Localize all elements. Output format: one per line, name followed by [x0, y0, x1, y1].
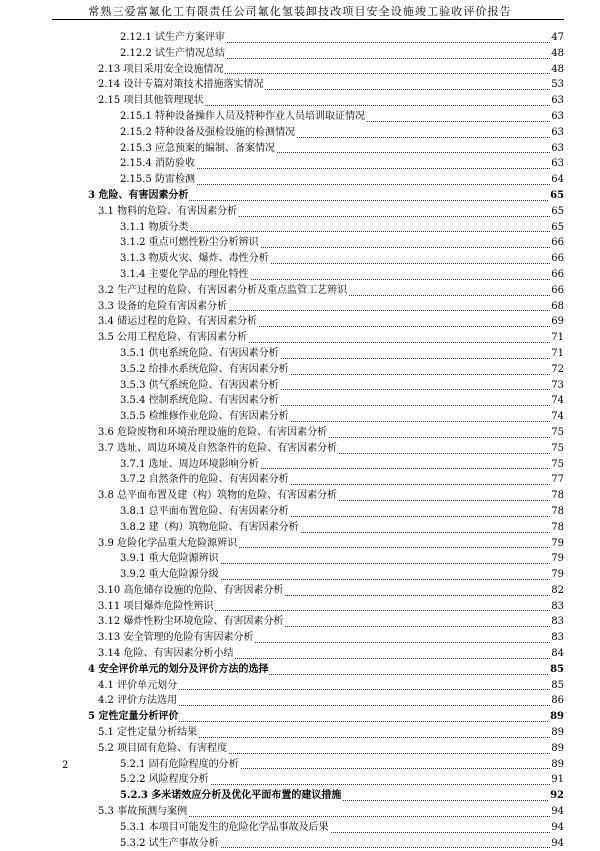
- toc-entry-title: 3.5.3 供气系统危险、有害因素分析: [120, 378, 280, 394]
- toc-entry-title: 3.13 安全管理的危险有害因素分析: [98, 630, 254, 646]
- toc-entry-title: 5.3.1 本项目可能发生的危险化学品事故及后果: [120, 820, 330, 836]
- toc-entry-page: 47: [550, 30, 564, 46]
- toc-entry-page: 65: [550, 220, 564, 236]
- toc-entry-title: 2.12.1 试生产方案评审: [120, 30, 226, 46]
- toc-entry-title: 3.7.1 选址、周边环境影响分析: [120, 457, 260, 473]
- toc-entry-title: 3.5.4 控制系统危险、有害因素分析: [120, 393, 280, 409]
- toc-entry-title: 3.4 储运过程的危险、有害因素分析: [98, 314, 258, 330]
- toc-entry-page: 66: [550, 251, 564, 267]
- toc-entry-title: 5.2 项目固有危险、有害程度: [98, 741, 228, 757]
- toc-entry-page: 89: [549, 709, 564, 725]
- toc-entry-title: 3.2 生产过程的危险、有害因素分析及重点监管工艺辨识: [98, 283, 348, 299]
- toc-entry-page: 74: [550, 409, 564, 425]
- toc-entry-title: 3.1.2 重点可燃性粉尘分析辨识: [120, 235, 260, 251]
- page-number: 2: [62, 760, 69, 771]
- toc-entry-title: 3.5 公用工程危险、有害因素分析: [98, 330, 248, 346]
- toc-entry-page: 94: [550, 804, 564, 820]
- toc-entry-page: 79: [550, 551, 564, 567]
- toc-entry-title: 3.8.2 建（构）筑物危险、有害因素分析: [120, 520, 300, 536]
- toc-entry-page: 89: [550, 725, 564, 741]
- toc-entry-title: 2.13 项目采用安全设施情况: [98, 62, 224, 78]
- toc-entry-title: 3.11 项目爆炸危险性辨识: [98, 599, 214, 615]
- toc-entry-title: 3.1.1 物质分类: [120, 220, 190, 236]
- toc-entry-title: 3.12 爆炸性粉尘环境危险、有害因素分析: [98, 614, 284, 630]
- toc-entry-page: 94: [550, 836, 564, 851]
- toc-entry-page: 89: [550, 741, 564, 757]
- toc-entry-page: 79: [550, 536, 564, 552]
- toc-entry-page: 83: [550, 599, 564, 615]
- toc-entry-title: 3.9.1 重大危险源辨识: [120, 551, 220, 567]
- toc-entry-page: 63: [550, 93, 564, 109]
- toc-entry-title: 3.9 危险化学品重大危险源辨识: [98, 536, 238, 552]
- toc-entry-page: 85: [550, 678, 564, 694]
- toc-entry-page: 83: [550, 630, 564, 646]
- toc-entry-page: 82: [550, 583, 564, 599]
- toc-entry-title: 3.6 危险废物和环境治理设施的危险、有害因素分析: [98, 425, 328, 441]
- toc-entry-page: 79: [550, 567, 564, 583]
- toc-entry-page: 65: [550, 204, 564, 220]
- toc-entry-title: 4.1 评价单元划分: [98, 678, 178, 694]
- toc-entry-title: 3.7.2 自然条件的危险、有害因素分析: [120, 472, 290, 488]
- toc-entry-page: 48: [550, 62, 564, 78]
- toc-entry-title: 3.5.1 供电系统危险、有害因素分析: [120, 346, 280, 362]
- toc-entry-title: 4 安全评价单元的划分及评价方法的选择: [88, 662, 269, 678]
- toc-entry-page: 94: [550, 820, 564, 836]
- toc-entry-page: 53: [550, 77, 564, 93]
- toc-entry-title: 3.7 选址、周边环境及自然条件的危险、有害因素分析: [98, 441, 338, 457]
- toc-entry-page: 75: [550, 441, 564, 457]
- header-divider: [52, 19, 564, 20]
- toc-entry-title: 2.15.4 消防验收: [120, 156, 196, 172]
- toc-entry-title: 3.1 物料的危险、有害因素分析: [98, 204, 238, 220]
- table-of-contents: [52, 30, 564, 851]
- toc-entry-title: 3.1.3 物质火灾、爆炸、毒性分析: [120, 251, 270, 267]
- toc-entry-page: 89: [550, 757, 564, 773]
- toc-entry-title: 3.3 设备的危险有害因素分析: [98, 299, 228, 315]
- toc-entry-title: 3.8.1 总平面布置危险、有害因素分析: [120, 504, 290, 520]
- toc-entry-title: 5.2.1 固有危险程度的分析: [120, 757, 240, 773]
- toc-entry-title: 2.12.2 试生产情况总结: [120, 46, 226, 62]
- toc-entry[interactable]: [52, 836, 564, 851]
- toc-entry-title: 3.5.2 给排水系统危险、有害因素分析: [120, 362, 290, 378]
- toc-entry-page: 75: [550, 425, 564, 441]
- toc-entry-page: 63: [550, 156, 564, 172]
- toc-entry-page: 92: [549, 788, 564, 804]
- toc-entry-title: 2.15.2 特种设备及强检设施的检测情况: [120, 125, 296, 141]
- toc-entry-page: 63: [550, 109, 564, 125]
- toc-entry-page: 69: [550, 314, 564, 330]
- toc-entry-page: 66: [550, 283, 564, 299]
- toc-entry-title: 5.1 定性定量分析结果: [98, 725, 198, 741]
- toc-entry-page: 86: [550, 693, 564, 709]
- toc-entry-title: 2.15.1 特种设备操作人员及特种作业人员培训取证情况: [120, 109, 366, 125]
- toc-entry-title: 4.2 评价方法选用: [98, 693, 178, 709]
- toc-entry-page: 84: [550, 646, 564, 662]
- toc-entry-title: 3.1.4 主要化学品的理化特性: [120, 267, 250, 283]
- toc-entry-page: 74: [550, 393, 564, 409]
- toc-entry-page: 66: [550, 235, 564, 251]
- toc-entry-title: 5.2.2 风险程度分析: [120, 772, 210, 788]
- toc-entry-page: 77: [550, 472, 564, 488]
- toc-entry-title: 3.9.2 重大危险源分级: [120, 567, 220, 583]
- toc-entry-title: 3.14 危险、有害因素分析小结: [98, 646, 234, 662]
- toc-entry-page: 48: [550, 46, 564, 62]
- toc-entry-page: 83: [550, 614, 564, 630]
- toc-entry-page: 63: [550, 141, 564, 157]
- toc-entry-page: 78: [550, 520, 564, 536]
- toc-entry-title: 5.3.2 试生产事故分析: [120, 836, 220, 851]
- toc-entry-page: 68: [550, 299, 564, 315]
- toc-entry-page: 91: [550, 772, 564, 788]
- toc-entry-title: 5.2.3 多米诺效应分析及优化平面布置的建议措施: [120, 788, 342, 804]
- toc-entry-page: 71: [550, 346, 564, 362]
- toc-entry-title: 3.5.5 检维修作业危险、有害因素分析: [120, 409, 290, 425]
- toc-entry-title: 3.10 高危储存设施的危险、有害因素分析: [98, 583, 284, 599]
- page-header-title: 常熟三爱富氟化工有限责任公司氟化氢装卸技改项目安全设施竣工验收评价报告: [88, 5, 512, 18]
- toc-entry-page: 63: [550, 125, 564, 141]
- toc-entry-title: 5.3 事故预测与案例: [98, 804, 188, 820]
- toc-entry-page: 73: [550, 378, 564, 394]
- toc-entry-title: 2.14 设计专篇对策技术措施落实情况: [98, 77, 264, 93]
- toc-entry-title: 2.15.3 应急预案的编制、备案情况: [120, 141, 276, 157]
- toc-entry-page: 78: [550, 488, 564, 504]
- toc-entry-title: 2.15 项目其他管理现状: [98, 93, 204, 109]
- toc-entry-page: 66: [550, 267, 564, 283]
- toc-entry-page: 78: [550, 504, 564, 520]
- toc-entry-page: 71: [550, 330, 564, 346]
- toc-entry-page: 85: [549, 662, 564, 678]
- toc-entry-title: 3 危险、有害因素分析: [88, 188, 189, 204]
- toc-entry-page: 72: [550, 362, 564, 378]
- toc-entry-title: 3.8 总平面布置及建（构）筑物的危险、有害因素分析: [98, 488, 338, 504]
- toc-entry-page: 65: [549, 188, 564, 204]
- toc-entry-title: 5 定性定量分析评价: [88, 709, 179, 725]
- toc-entry-title: 2.15.5 防雷检测: [120, 172, 196, 188]
- toc-entry-page: 64: [550, 172, 564, 188]
- toc-entry-page: 75: [550, 457, 564, 473]
